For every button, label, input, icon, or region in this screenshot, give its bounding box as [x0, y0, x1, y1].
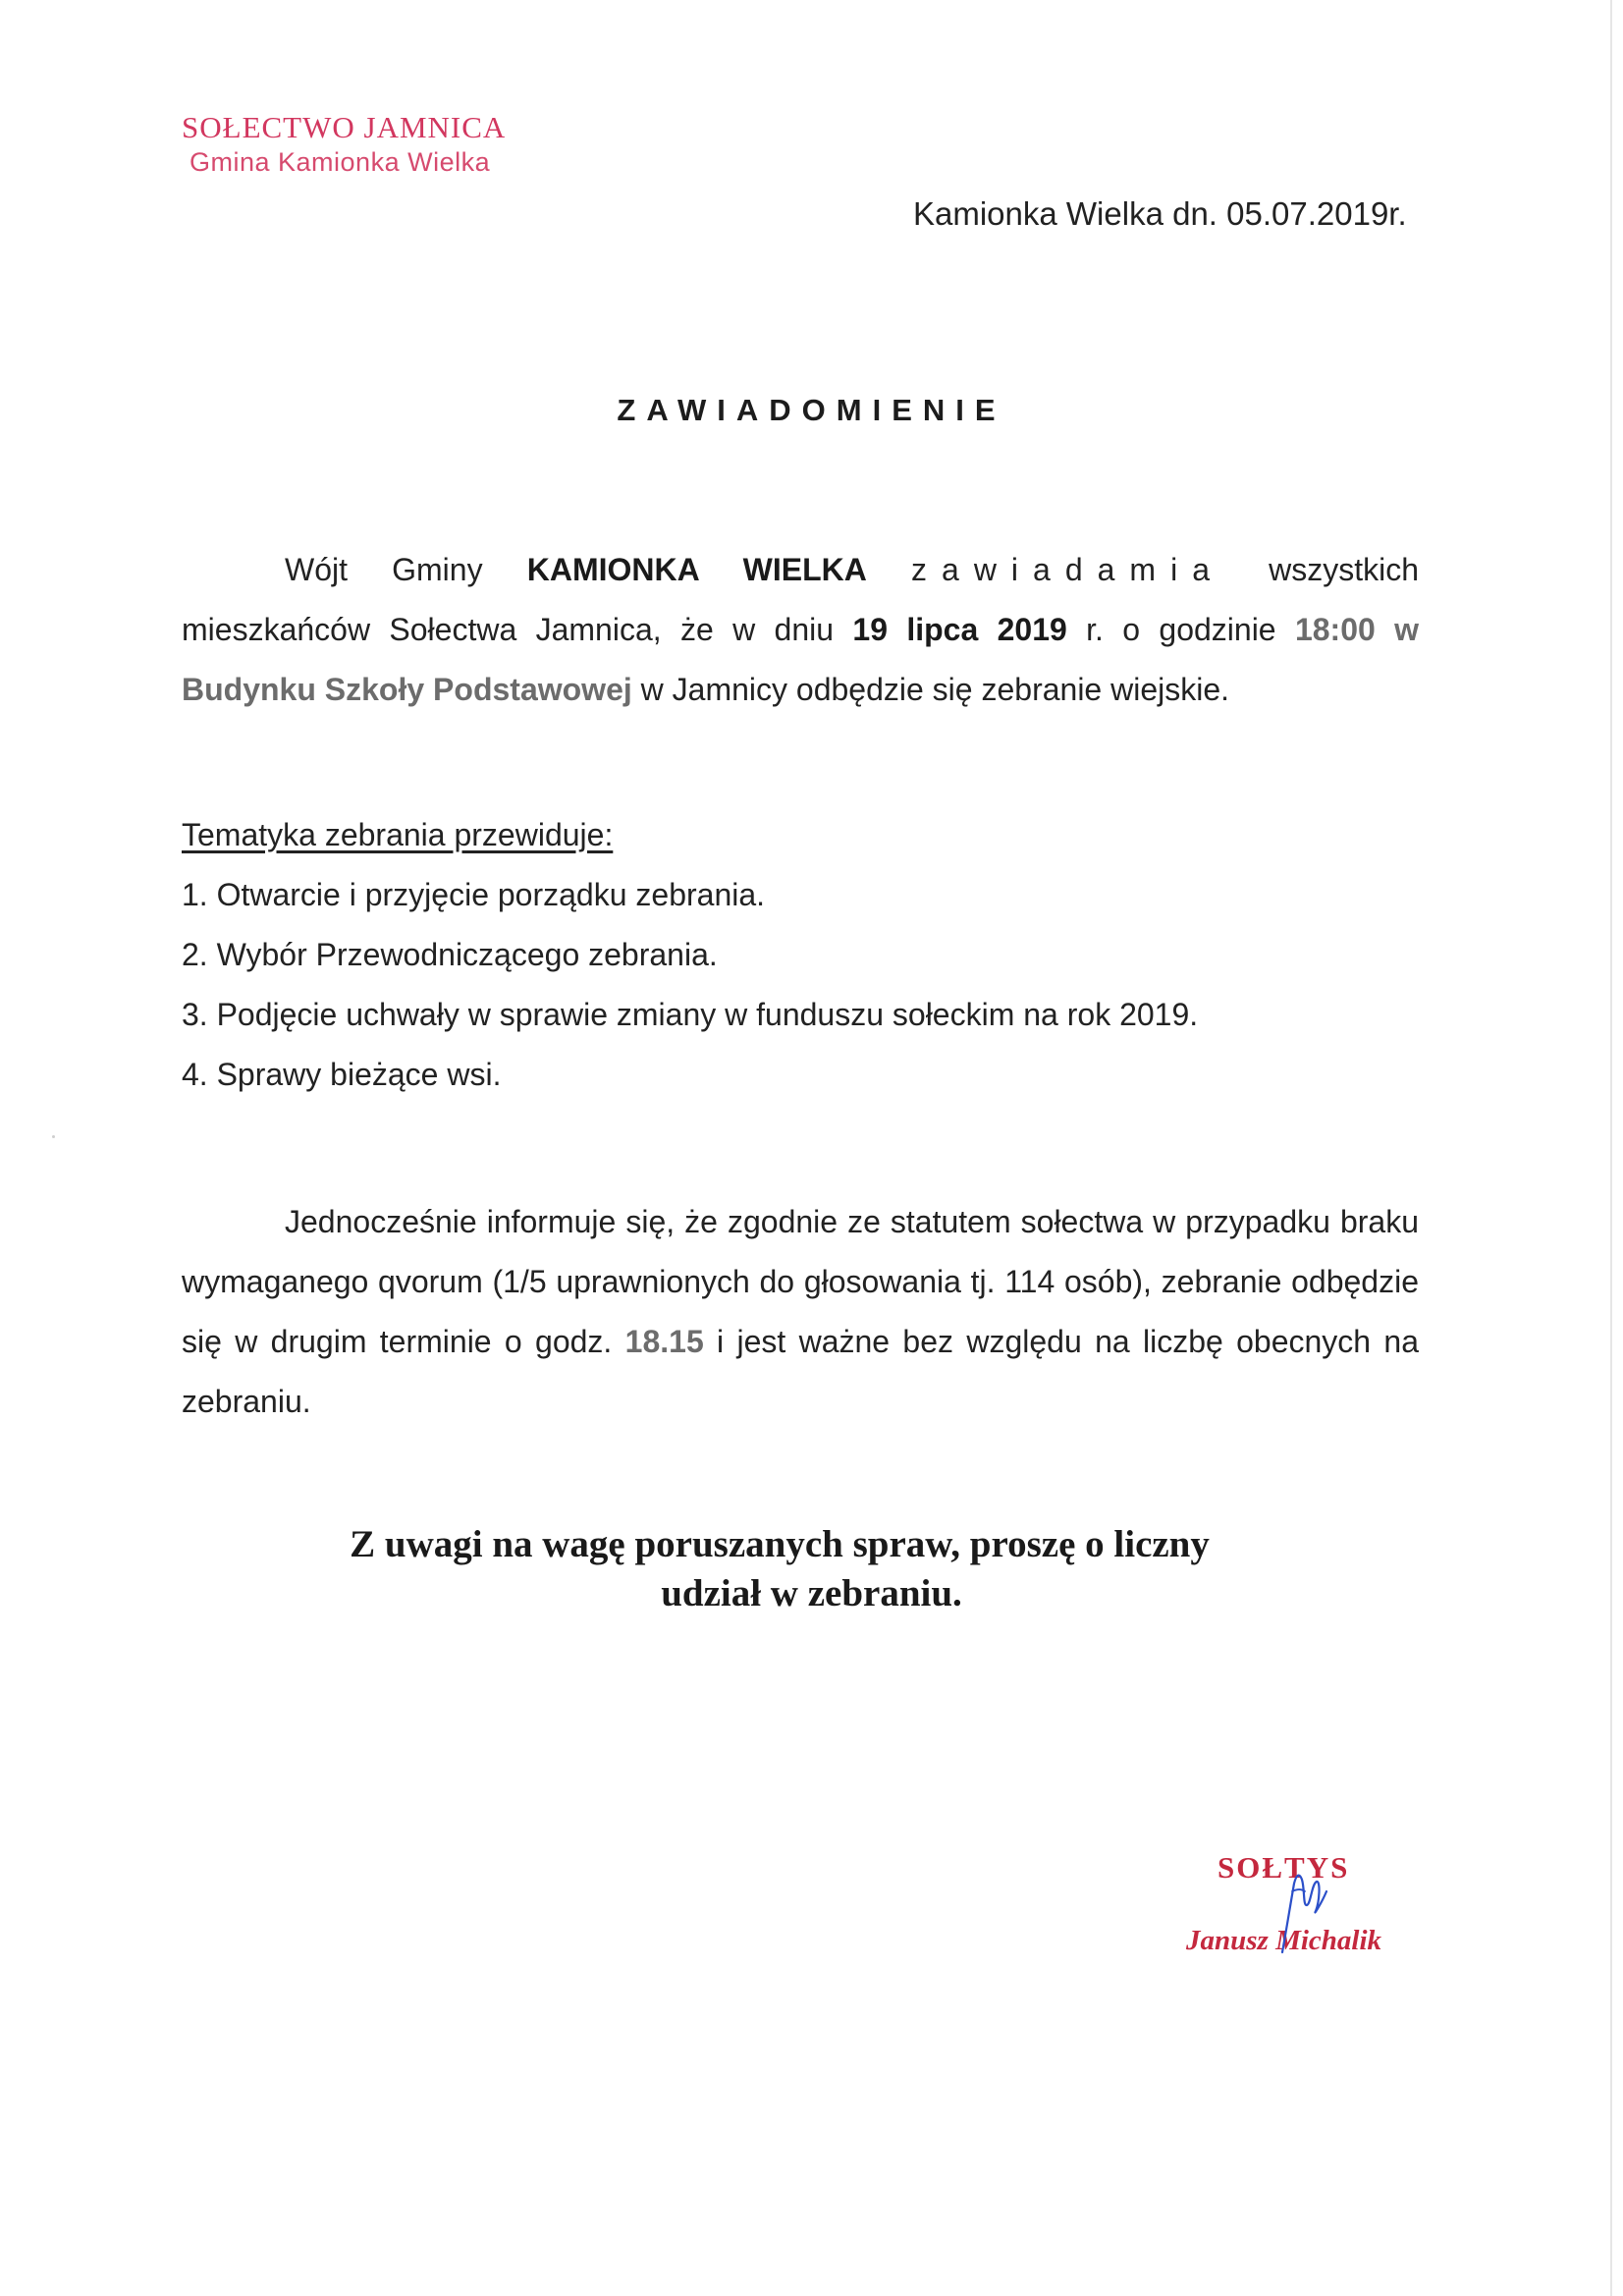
agenda-item: 4. Sprawy bieżące wsi. [182, 1057, 502, 1092]
agenda-item: 2. Wybór Przewodniczącego zebrania. [182, 937, 718, 972]
scan-speck [52, 1135, 55, 1138]
document-date: Kamionka Wielka dn. 05.07.2019r. [913, 195, 1407, 232]
closing-line-1: Z uwagi na wagę poruszanych spraw, proszę o liczny [350, 1523, 1210, 1565]
text-segment: Wójt Gminy [285, 552, 527, 587]
title-text: ZAWIADOMIENIE [617, 393, 1006, 427]
document-title [0, 393, 1623, 428]
agenda-section [182, 805, 1198, 1105]
closing-appeal [0, 1520, 1623, 1618]
municipality-name: KAMIONKA WIELKA [526, 552, 867, 587]
meeting-date: 19 lipca 2019 [852, 612, 1067, 647]
closing-line-2: udział w zebraniu. [661, 1572, 962, 1614]
handwritten-signature-icon [1272, 1862, 1331, 1960]
agenda-item: 1. Otwarcie i przyjęcie porządku zebrania. [182, 877, 766, 912]
agenda-list [182, 865, 1198, 1105]
quorum-paragraph [182, 1192, 1419, 1432]
stamp-municipality: Gmina Kamionka Wielka [189, 147, 491, 177]
stamp-organization: SOŁECTWO JAMNICA [182, 110, 507, 144]
text-segment: Jednocześnie informuje się, że zgodnie ze statutem sołectwa w przypadku braku wymaganego qvorum (1/5 uprawnionych do głosowania tj. 114 osób), zebranie odbędzie się w drugim terminie o godz. [182, 1204, 1419, 1359]
announcement-paragraph [182, 540, 1419, 720]
text-segment: w Jamnicy odbędzie się zebranie wiejskie. [631, 672, 1230, 707]
second-term-time: 18.15 [624, 1324, 704, 1359]
scan-edge [1610, 0, 1612, 2296]
text-segment: wszystkich mieszkańców Sołectwa Jamnica, że w dniu [182, 552, 1420, 647]
text-segment [867, 552, 911, 587]
text-segment: r. o godzinie [1066, 612, 1295, 647]
signatory-name: Janusz Michalik [1186, 1925, 1382, 1956]
signatory-role: SOŁTYS [1217, 1850, 1350, 1885]
agenda-heading: Tematyka zebrania przewiduje: [182, 817, 614, 852]
meeting-time-place: 18:00 w Budynku Szkoły Podstawowej [182, 612, 1420, 707]
signature-block [1186, 1850, 1402, 1978]
spaced-verb: zawiadamia [911, 552, 1224, 587]
header-stamp [182, 110, 506, 179]
text-segment: i jest ważne bez względu na liczbę obecnych na zebraniu. [182, 1324, 1420, 1419]
agenda-item: 3. Podjęcie uchwały w sprawie zmiany w funduszu sołeckim na rok 2019. [182, 997, 1199, 1032]
